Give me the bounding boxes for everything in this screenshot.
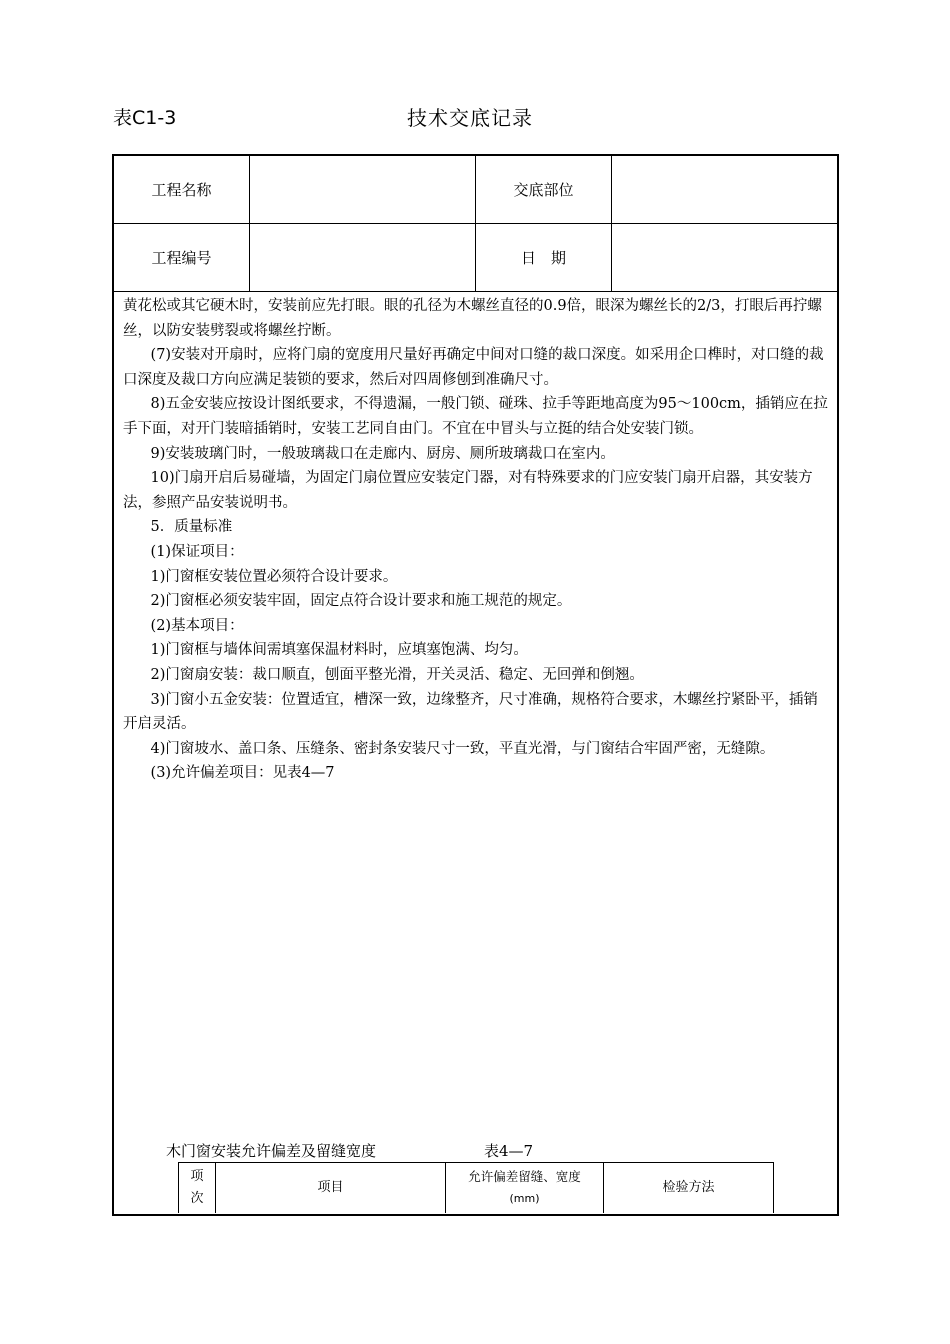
location-value[interactable] [612,156,837,223]
disclosure-content [123,294,831,786]
col-method-header: 检验方法 [662,1180,715,1195]
form-title: 技术交底记录 [407,106,533,130]
project-name-value[interactable] [250,156,476,223]
sub-table-title: 木门窗安装允许偏差及留缝宽度 [166,1142,377,1160]
paragraph: (7)安装对开扇时，应将门扇的宽度用尺量好再确定中间对口缝的裁口深度。如采用企口榫时，对口缝的裁口深度及裁口方向应满足装锁的要求，然后对四周修刨到准确尺寸。 [123,347,824,388]
paragraph: 2)门窗扇安装：裁口顺直，刨面平整光滑，开关灵活、稳定、无回弹和倒翘。 [150,666,644,683]
form-code: 表C1-3 [113,107,177,129]
sub-table-number: 表4—7 [484,1142,534,1160]
paragraph: 10)门扇开启后易碰墙，为固定门扇位置应安装定门器，对有特殊要求的门应安装门扇开启器，其安装方法，参照产品安装说明书。 [123,470,813,511]
project-name-label: 工程名称 [114,156,250,223]
col-tolerance-header: 允许偏差留缝、宽度 (mm) [446,1163,604,1213]
paragraph: 1)门窗框与墙体间需填塞保温材料时，应填塞饱满、均匀。 [150,642,528,659]
location-label: 交底部位 [476,156,612,223]
project-no-value[interactable] [250,224,476,291]
date-value[interactable] [612,224,837,291]
header-row-1 [114,156,837,224]
paragraph: (3)允许偏差项目：见表4—7 [150,765,335,782]
tolerance-table [178,1162,774,1213]
paragraph: 2)门窗框必须安装牢固，固定点符合设计要求和施工规范的规定。 [150,593,572,610]
paragraph: 1)门窗框安装位置必须符合设计要求。 [150,568,398,585]
col-seq-header: 项次 [179,1163,216,1213]
paragraph: 黄花松或其它硬木时，安装前应先打眼。眼的孔径为木螺丝直径的0.9倍，眼深为螺丝长的2/3，打眼后再拧螺丝，以防安装劈裂或将螺丝拧断。 [123,298,822,339]
paragraph: 8)五金安装应按设计图纸要求，不得遗漏，一般门锁、碰珠、拉手等距地高度为95～100cm，插销应在拉手下面，对开门装暗插销时，安装工艺同自由门。不宜在中冒头与立挺的结合处安装门锁。 [123,396,828,437]
col-item-header: 项目 [216,1163,446,1213]
paragraph: 4)门窗坡水、盖口条、压缝条、密封条安装尺寸一致，平直光滑，与门窗结合牢固严密，无缝隙。 [150,740,775,757]
date-label: 日 期 [476,224,612,291]
paragraph: (2)基本项目： [150,617,244,634]
paragraph: (1)保证项目： [150,543,244,560]
record-form [112,154,839,1216]
header-row-2 [114,224,837,292]
paragraph: 3)门窗小五金安装：位置适宜，槽深一致，边缘整齐，尺寸准确，规格符合要求，木螺丝拧紧卧平，插销开启灵活。 [123,691,818,733]
project-no-label: 工程编号 [114,224,250,291]
paragraph: 9)安装玻璃门时，一般玻璃裁口在走廊内、厨房、厕所玻璃裁口在室内。 [150,445,615,462]
section-heading: 5．质量标准 [150,519,233,536]
